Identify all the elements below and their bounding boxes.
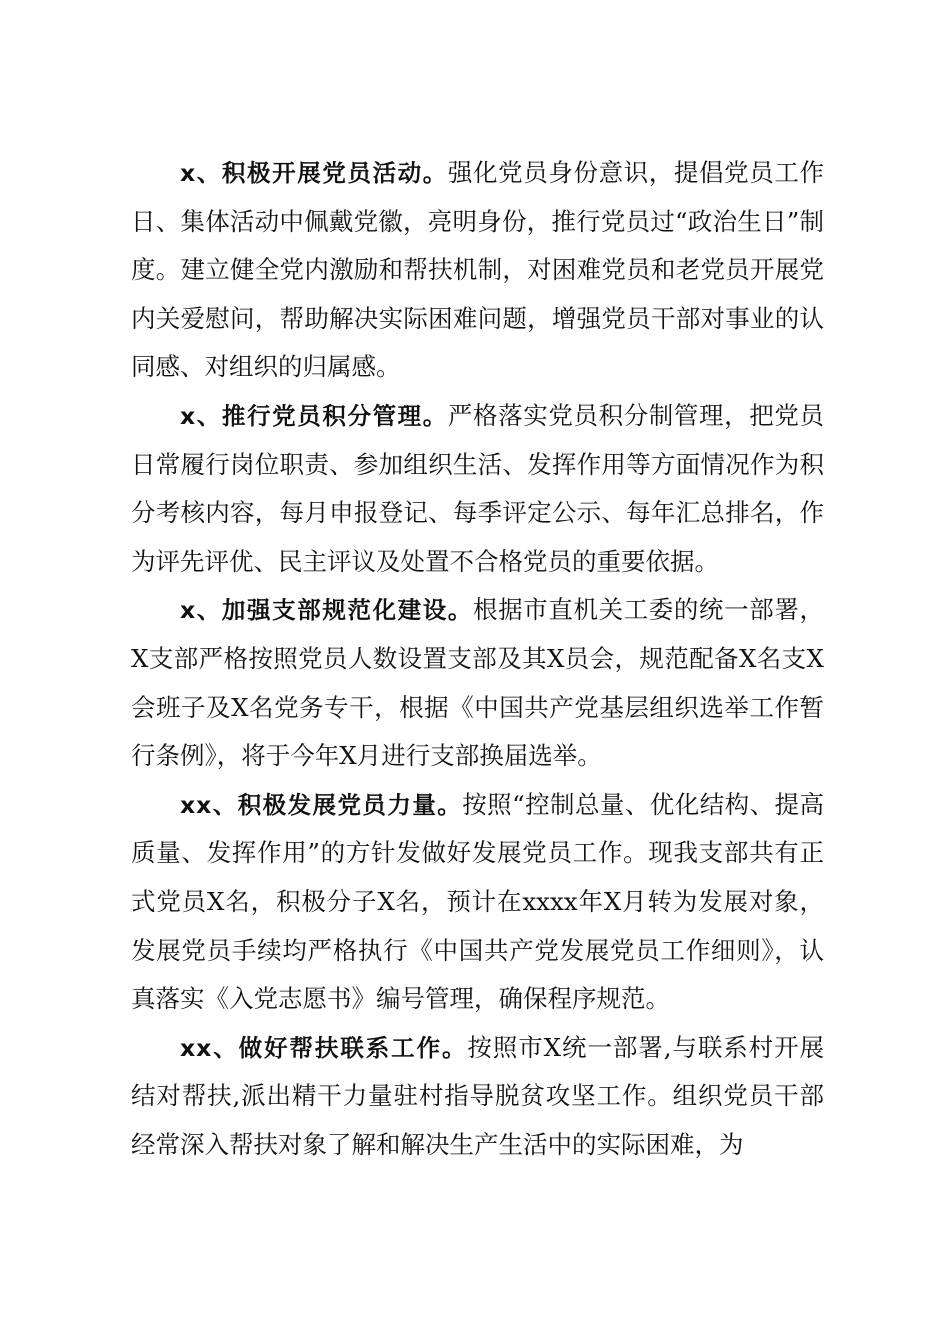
paragraph-text: 根据市直机关工委的统一部署，X支部严格按照党员人数设置支部及其X员会，规范配备X名支X会班子及X名党务专干，根据《中国共产党基层组织选举工作暂行条例》，将于今年X月进行支部换届选举。 [131,595,824,771]
paragraph-heading: x、加强支部规范化建设。 [180,596,474,625]
paragraph-heading: x、积极开展党员活动。 [180,159,448,187]
paragraph-branch-standardization [131,586,824,780]
paragraph-text: 按照“控制总量、优化结构、提高质量、发挥作用”的方针发做好发展党员工作。现我支部共有正式党员X名，积极分子X名，预计在xxxx年X月转为发展对象，发展党员手续均严格执行《中国共产党发展党员工作细则》，认真落实《入党志愿书》编号管理，确保程序规范。 [131,789,824,1014]
paragraph-points-management [131,392,824,586]
document-body [131,149,824,1169]
paragraph-assistance-work [131,1024,824,1170]
paragraph-party-activities [131,149,824,392]
paragraph-heading: x、推行党员积分管理。 [180,401,448,430]
paragraph-text: 严格落实党员积分制管理，把党员日常履行岗位职责、参加组织生活、发挥作用等方面情况作为积分考核内容，每月申报登记、每季评定公示、每年汇总排名，作为评先评优、民主评议及处置不合格党员的重要依据。 [131,400,824,576]
paragraph-member-development [131,781,824,1024]
paragraph-heading: xx、做好帮扶联系工作。 [180,1033,468,1062]
paragraph-text: 按照市X统一部署,与联系村开展结对帮扶,派出精干力量驻村指导脱贫攻坚工作。组织党员干部经常深入帮扶对象了解和解决生产生活中的实际困难，为 [131,1032,824,1159]
paragraph-heading: xx、积极发展党员力量。 [180,790,463,819]
paragraph-text: 强化党员身份意识，提倡党员工作日、集体活动中佩戴党徽，亮明身份，推行党员过“政治生日”制度。建立健全党内激励和帮扶机制，对困难党员和老党员开展党内关爱慰问，帮助解决实际困难问题，增强党员干部对事业的认同感、对组织的归属感。 [131,158,824,382]
